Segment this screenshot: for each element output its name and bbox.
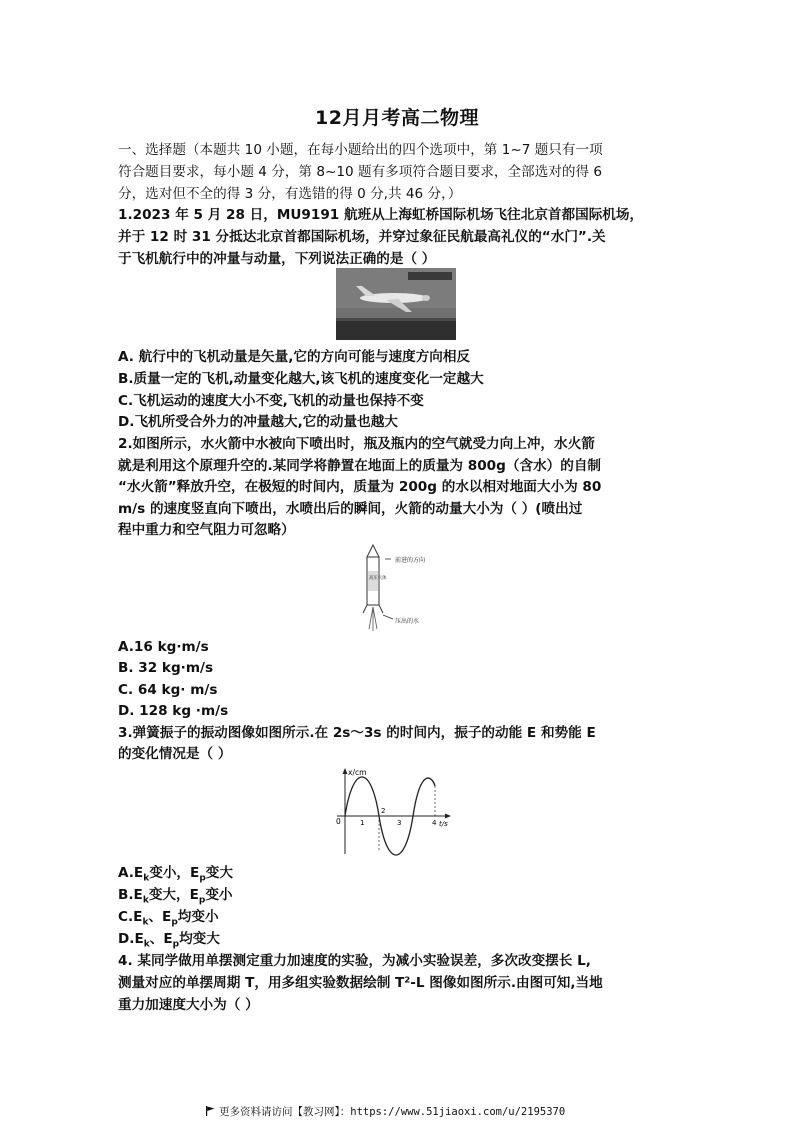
footer-link[interactable] <box>205 1104 565 1119</box>
q2-option-d: D. 128 kg ·m/s <box>118 703 229 719</box>
origin-label: 0 <box>336 817 341 826</box>
q2-line-3: “水火箭”释放升空，在极短的时间内，质量为 200g 的水以相对地面大小为 80 <box>118 479 602 495</box>
x-axis-label: t/s <box>439 820 448 828</box>
q1-option-a: A. 航行中的飞机动量是矢量,它的方向可能与速度方向相反 <box>118 349 471 365</box>
q1-line-1: 1.2023 年 5 月 28 日，MU9191 航班从上海虹桥国际机场飞往北京首都国际机场， <box>118 207 644 223</box>
q3-option-b: $B.E_k$变大，$E_p$变小 <box>118 887 233 906</box>
intro-line-3: 分，选对但不全的得 3 分，有选错的得 0 分,共 46 分，） <box>118 186 462 202</box>
q2-line-1: 2.如图所示，水火箭中水被向下喷出时，瓶及瓶内的空气就受力向上冲，水火箭 <box>118 436 595 452</box>
y-axis-label: x/cm <box>348 768 367 777</box>
label-direction: 前进的方向 <box>395 557 426 564</box>
q3-line-2: 的变化情况是（ ） <box>118 746 232 762</box>
q1-option-c: C.飞机运动的速度大小不变,飞机的动量也保持不变 <box>118 393 424 409</box>
q1-option-d: D.飞机所受合外力的冲量越大,它的动量也越大 <box>118 414 398 430</box>
q2-option-b: B. 32 kg·m/s <box>118 660 214 676</box>
q1-line-3: 于飞机航行中的冲量与动量，下列说法正确的是（ ） <box>118 251 436 267</box>
q4-line-2: 测量对应的单摆周期 T，用多组实验数据绘制 T²-L 图像如图所示.由图可知,当地 <box>118 975 603 991</box>
q1-line-2: 并于 12 时 31 分抵达北京首都国际机场，并穿过象征民航最高礼仪的“水门”.关 <box>118 229 606 245</box>
tick-label-1: 1 <box>360 819 365 827</box>
tick-label-2: 2 <box>381 807 386 815</box>
q3-option-a: $A.E_k$变小，$E_p$变大 <box>118 865 233 884</box>
intro-line-1: 一、选择题（本题共 10 小题，在每小题给出的四个选项中，第 1~7 题只有一项 <box>118 142 603 158</box>
q2-line-2: 就是利用这个原理升空的.某同学将静置在地面上的质量为 800g（含水）的自制 <box>118 458 602 474</box>
flag-icon <box>205 1106 215 1116</box>
q4-line-3: 重力加速度大小为（ ） <box>118 997 259 1013</box>
label-gas: 高压气体 <box>369 576 387 581</box>
q2-option-c: C. 64 kg· m/s <box>118 682 218 698</box>
tick-label-4: 4 <box>432 819 437 827</box>
oscillation-graph <box>333 766 453 856</box>
q3-option-c: $C.E_k$、$E_p$均变小 <box>118 909 219 928</box>
airplane-photo <box>336 268 456 340</box>
q2-line-5: 程中重力和空气阻力可忽略） <box>118 522 295 538</box>
q4-line-1: 4. 某同学做用单摆测定重力加速度的实验，为减小实验误差，多次改变摆长 L, <box>118 953 591 969</box>
q1-option-b: B.质量一定的飞机,动量变化越大,该飞机的速度变化一定越大 <box>118 371 484 387</box>
q3-option-d: $D.E_k$、$E_p$均变大 <box>118 931 220 950</box>
intro-line-2: 符合题目要求，每小题 4 分，第 8~10 题有多项符合题目要求，全部选对的得 6 <box>118 164 603 180</box>
q2-line-4: m/s 的速度竖直向下喷出，水喷出后的瞬间，火箭的动量大小为（ ）(喷出过 <box>118 501 583 517</box>
q2-option-a: A.16 kg·m/s <box>118 639 209 655</box>
water-rocket-figure <box>355 543 441 633</box>
label-water: 压出的水 <box>395 618 420 625</box>
page-title: 12月月考高二物理 <box>315 107 479 129</box>
tick-label-3: 3 <box>397 819 402 827</box>
q3-line-1: 3.弹簧振子的振动图像如图所示.在 2s～3s 的时间内，振子的动能 E 和势能 E <box>118 725 596 741</box>
footer-text: 更多资料请访问【教习网】：https://www.51jiaoxi.com/u/2195370 <box>219 1106 566 1118</box>
